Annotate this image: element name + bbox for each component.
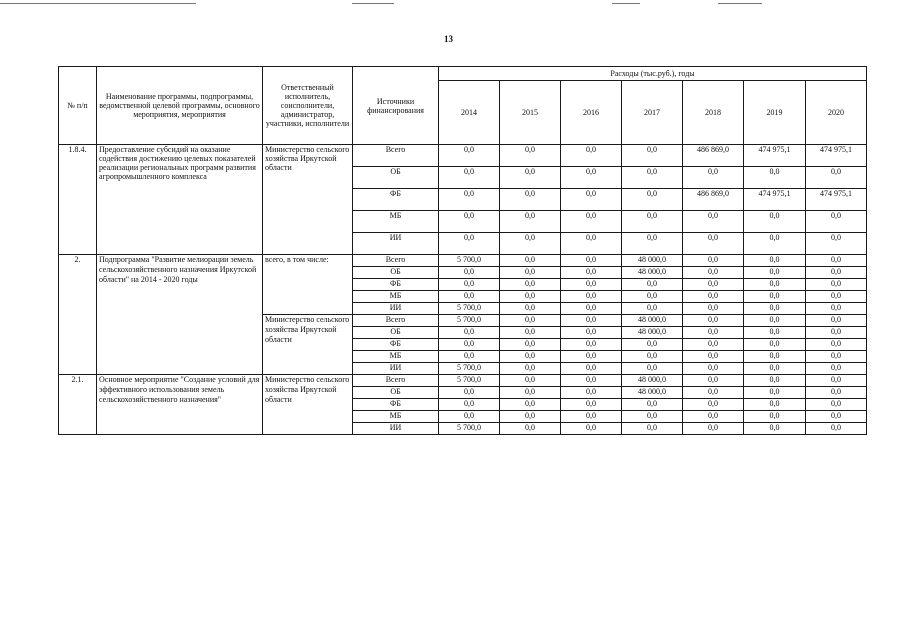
expense-value: 0,0	[561, 327, 622, 339]
expense-value: 0,0	[561, 167, 622, 189]
expense-value: 0,0	[683, 363, 744, 375]
header-year: 2014	[439, 81, 500, 145]
expense-value: 0,0	[744, 363, 806, 375]
expense-value: 0,0	[744, 267, 806, 279]
expense-value: 474 975,1	[744, 189, 806, 211]
expense-value: 0,0	[500, 387, 561, 399]
row-number: 2.	[59, 255, 97, 375]
expense-value: 0,0	[744, 399, 806, 411]
expense-value: 0,0	[439, 327, 500, 339]
expense-value: 0,0	[744, 303, 806, 315]
expense-value: 0,0	[683, 423, 744, 435]
table-row	[59, 145, 867, 167]
funding-source: ИИ	[353, 303, 439, 315]
expense-value: 0,0	[500, 375, 561, 387]
expense-value: 0,0	[622, 167, 683, 189]
expense-value: 0,0	[500, 399, 561, 411]
expense-value: 0,0	[561, 291, 622, 303]
expense-value: 5 700,0	[439, 423, 500, 435]
expense-value: 0,0	[439, 351, 500, 363]
scan-artifact-line	[352, 3, 394, 4]
expense-value: 0,0	[561, 399, 622, 411]
expense-value: 0,0	[561, 363, 622, 375]
funding-source: ОБ	[353, 167, 439, 189]
expense-value: 0,0	[744, 423, 806, 435]
expense-value: 0,0	[439, 399, 500, 411]
expense-value: 0,0	[683, 267, 744, 279]
expense-value: 0,0	[622, 291, 683, 303]
expense-value: 0,0	[561, 351, 622, 363]
expense-value: 0,0	[561, 233, 622, 255]
expense-value: 0,0	[561, 375, 622, 387]
funding-source: ФБ	[353, 399, 439, 411]
expense-value: 0,0	[683, 327, 744, 339]
expense-value: 48 000,0	[622, 387, 683, 399]
header-year: 2017	[622, 81, 683, 145]
expense-value: 0,0	[744, 233, 806, 255]
expense-value: 48 000,0	[622, 267, 683, 279]
funding-source: Всего	[353, 375, 439, 387]
expense-value: 0,0	[561, 145, 622, 167]
expense-value: 0,0	[744, 315, 806, 327]
expense-value: 0,0	[500, 303, 561, 315]
funding-source: ФБ	[353, 339, 439, 351]
expense-value: 0,0	[806, 279, 867, 291]
scan-artifact-line	[0, 3, 196, 4]
program-name: Основное мероприятие "Создание условий для эффективного использования земель сельскохозяйственного назначения"	[97, 375, 263, 435]
expense-value: 0,0	[744, 291, 806, 303]
funding-source: МБ	[353, 411, 439, 423]
expense-value: 0,0	[500, 423, 561, 435]
expense-value: 0,0	[744, 339, 806, 351]
header-year: 2020	[806, 81, 867, 145]
funding-source: ИИ	[353, 233, 439, 255]
expense-value: 0,0	[806, 291, 867, 303]
expense-value: 0,0	[622, 339, 683, 351]
expense-value: 48 000,0	[622, 255, 683, 267]
expense-value: 0,0	[683, 375, 744, 387]
expense-value: 0,0	[500, 189, 561, 211]
expense-value: 0,0	[500, 233, 561, 255]
expense-value: 0,0	[500, 363, 561, 375]
table-row	[59, 375, 867, 387]
header-year: 2016	[561, 81, 622, 145]
expense-value: 0,0	[622, 399, 683, 411]
expense-value: 0,0	[439, 233, 500, 255]
funding-source: ИИ	[353, 363, 439, 375]
expense-value: 0,0	[500, 211, 561, 233]
funding-source: МБ	[353, 351, 439, 363]
expense-value: 0,0	[561, 189, 622, 211]
expense-value: 0,0	[561, 315, 622, 327]
expense-value: 474 975,1	[806, 189, 867, 211]
expense-value: 0,0	[683, 411, 744, 423]
expense-value: 0,0	[806, 351, 867, 363]
expense-value: 0,0	[500, 267, 561, 279]
funding-source: ОБ	[353, 267, 439, 279]
expense-value: 0,0	[806, 255, 867, 267]
expense-value: 0,0	[806, 387, 867, 399]
expense-value: 0,0	[500, 279, 561, 291]
expense-value: 0,0	[439, 411, 500, 423]
header-responsible: Ответственный исполнитель, соисполнители, администратор, участники, исполнители	[263, 67, 353, 145]
expense-value: 5 700,0	[439, 363, 500, 375]
expense-value: 0,0	[806, 423, 867, 435]
expense-value: 0,0	[561, 211, 622, 233]
expense-value: 0,0	[500, 339, 561, 351]
expense-value: 0,0	[622, 423, 683, 435]
table-body	[59, 145, 867, 435]
header-sources: Источники финансирования	[353, 67, 439, 145]
funding-source: ФБ	[353, 189, 439, 211]
page-number: 13	[444, 34, 453, 44]
funding-source: ОБ	[353, 387, 439, 399]
expense-value: 0,0	[806, 303, 867, 315]
expense-value: 0,0	[806, 233, 867, 255]
expense-value: 0,0	[439, 267, 500, 279]
expense-value: 0,0	[439, 387, 500, 399]
expense-value: 0,0	[806, 167, 867, 189]
expense-value: 0,0	[744, 211, 806, 233]
header-expenses: Расходы (тыс.руб.), годы	[439, 67, 867, 81]
expense-value: 0,0	[806, 267, 867, 279]
expense-value: 5 700,0	[439, 375, 500, 387]
responsible-executor: Министерство сельского хозяйства Иркутской области	[263, 145, 353, 255]
expense-value: 0,0	[683, 167, 744, 189]
expense-value: 48 000,0	[622, 315, 683, 327]
expense-value: 0,0	[439, 339, 500, 351]
table-row	[59, 255, 867, 267]
header-name: Наименование программы, подпрограммы, ведомственной целевой программы, основного мероприятия, мероприятия	[97, 67, 263, 145]
expense-value: 0,0	[806, 339, 867, 351]
expense-value: 0,0	[561, 267, 622, 279]
responsible-executor: Министерство сельского хозяйства Иркутской области	[263, 375, 353, 435]
expense-value: 0,0	[806, 375, 867, 387]
expense-value: 0,0	[744, 411, 806, 423]
funding-source: ФБ	[353, 279, 439, 291]
scan-artifact-line	[718, 3, 762, 4]
expense-value: 0,0	[744, 387, 806, 399]
expense-value: 0,0	[622, 363, 683, 375]
expense-value: 0,0	[622, 351, 683, 363]
funding-source: МБ	[353, 211, 439, 233]
funding-source: Всего	[353, 145, 439, 167]
expense-value: 0,0	[439, 167, 500, 189]
header-year: 2019	[744, 81, 806, 145]
expense-value: 0,0	[683, 211, 744, 233]
funding-source: ОБ	[353, 327, 439, 339]
expense-value: 0,0	[622, 233, 683, 255]
expense-value: 0,0	[806, 399, 867, 411]
expense-value: 0,0	[683, 255, 744, 267]
funding-source: ИИ	[353, 423, 439, 435]
expense-value: 0,0	[500, 327, 561, 339]
expense-value: 0,0	[561, 387, 622, 399]
expense-value: 0,0	[806, 411, 867, 423]
expense-value: 0,0	[439, 279, 500, 291]
expense-value: 0,0	[806, 327, 867, 339]
expense-value: 0,0	[683, 233, 744, 255]
expense-value: 0,0	[500, 255, 561, 267]
expense-value: 0,0	[561, 411, 622, 423]
expense-value: 0,0	[683, 351, 744, 363]
program-name: Предоставление субсидий на оказание содействия достижению целевых показателей реализации региональных программ развития агропромышленного комплекса	[97, 145, 263, 255]
expense-value: 0,0	[622, 145, 683, 167]
expense-value: 0,0	[561, 339, 622, 351]
expense-value: 486 869,0	[683, 189, 744, 211]
expense-value: 5 700,0	[439, 303, 500, 315]
expense-value: 0,0	[683, 303, 744, 315]
expense-value: 0,0	[622, 303, 683, 315]
expense-value: 0,0	[622, 189, 683, 211]
responsible-executor: всего, в том числе:	[263, 255, 353, 315]
expense-value: 0,0	[439, 145, 500, 167]
expense-value: 0,0	[683, 387, 744, 399]
program-name: Подпрограмма "Развитие мелиорации земель сельскохозяйственного назначения Иркутской области" на 2014 - 2020 годы	[97, 255, 263, 375]
expense-value: 0,0	[744, 351, 806, 363]
expense-value: 474 975,1	[744, 145, 806, 167]
expense-value: 486 869,0	[683, 145, 744, 167]
expense-value: 5 700,0	[439, 255, 500, 267]
funding-source: Всего	[353, 315, 439, 327]
expense-value: 0,0	[561, 303, 622, 315]
expense-value: 0,0	[622, 279, 683, 291]
scan-artifact-line	[612, 3, 640, 4]
expense-value: 0,0	[622, 211, 683, 233]
row-number: 1.8.4.	[59, 145, 97, 255]
expense-value: 0,0	[500, 411, 561, 423]
expense-value: 0,0	[561, 255, 622, 267]
funding-source: МБ	[353, 291, 439, 303]
expense-value: 0,0	[744, 375, 806, 387]
expense-value: 0,0	[439, 211, 500, 233]
header-year: 2015	[500, 81, 561, 145]
expense-value: 0,0	[500, 291, 561, 303]
expense-value: 0,0	[622, 411, 683, 423]
responsible-executor: Министерство сельского хозяйства Иркутской области	[263, 315, 353, 375]
expense-value: 474 975,1	[806, 145, 867, 167]
expense-value: 0,0	[744, 279, 806, 291]
expense-value: 0,0	[683, 291, 744, 303]
expense-value: 0,0	[744, 167, 806, 189]
expense-value: 0,0	[439, 189, 500, 211]
expense-value: 48 000,0	[622, 375, 683, 387]
expense-value: 0,0	[806, 363, 867, 375]
expense-value: 0,0	[744, 255, 806, 267]
expense-value: 0,0	[561, 279, 622, 291]
expense-value: 48 000,0	[622, 327, 683, 339]
expense-value: 0,0	[683, 315, 744, 327]
expense-value: 0,0	[806, 211, 867, 233]
header-year: 2018	[683, 81, 744, 145]
expense-value: 0,0	[683, 279, 744, 291]
expense-value: 0,0	[500, 145, 561, 167]
funding-source: Всего	[353, 255, 439, 267]
expense-value: 0,0	[806, 315, 867, 327]
expense-value: 0,0	[561, 423, 622, 435]
expense-value: 5 700,0	[439, 315, 500, 327]
expense-value: 0,0	[500, 351, 561, 363]
expense-value: 0,0	[683, 399, 744, 411]
expense-value: 0,0	[744, 327, 806, 339]
expense-value: 0,0	[500, 315, 561, 327]
expense-value: 0,0	[500, 167, 561, 189]
budget-table	[58, 66, 867, 435]
row-number: 2.1.	[59, 375, 97, 435]
header-num: № п/п	[59, 67, 97, 145]
expense-value: 0,0	[683, 339, 744, 351]
expense-value: 0,0	[439, 291, 500, 303]
